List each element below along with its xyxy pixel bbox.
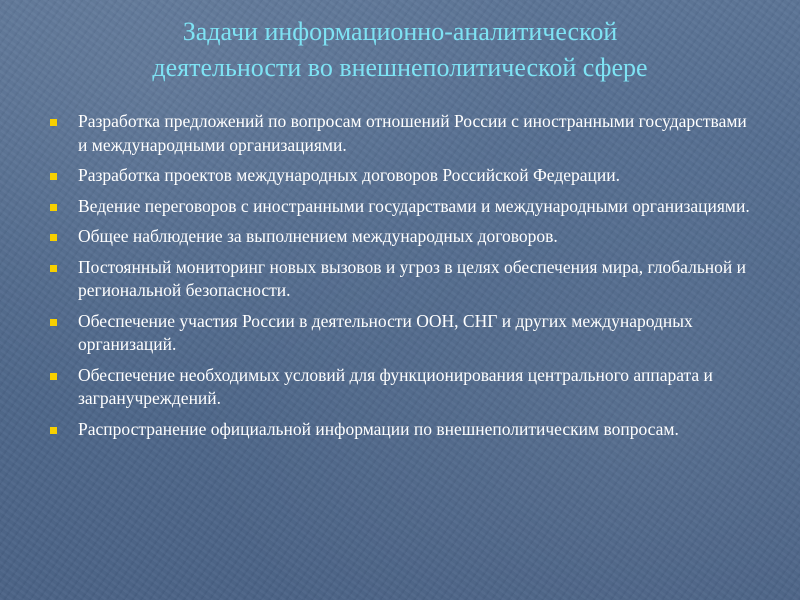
slide-title-line-1: Задачи информационно-аналитической xyxy=(182,17,618,46)
square-bullet-icon xyxy=(50,119,57,126)
bullet-item xyxy=(50,164,760,188)
bullet-item xyxy=(50,195,760,219)
square-bullet-icon xyxy=(50,373,57,380)
bullet-item xyxy=(50,110,760,157)
bullet-text: Ведение переговоров с иностранными государствами и международными организациями. xyxy=(78,195,750,216)
square-bullet-icon xyxy=(50,265,57,272)
bullet-text: Общее наблюдение за выполнением международных договоров. xyxy=(78,226,558,246)
square-bullet-icon xyxy=(50,173,57,180)
bullet-text: Обеспечение необходимых условий для функционирования центрального аппарата и загранучреждений. xyxy=(78,364,713,408)
bullet-item xyxy=(50,418,760,442)
bullet-item xyxy=(50,310,760,357)
square-bullet-icon xyxy=(50,427,57,434)
slide-title-line-2: деятельности во внешнеполитической сфере xyxy=(152,53,648,82)
bullet-text: Обеспечение участия России в деятельности ООН, СНГ и других международных организаций. xyxy=(78,310,693,354)
slide-title xyxy=(40,14,760,86)
square-bullet-icon xyxy=(50,234,57,241)
bullet-item xyxy=(50,256,760,303)
bullet-text: Распространение официальной информации по внешнеполитическим вопросам. xyxy=(78,418,679,439)
square-bullet-icon xyxy=(50,204,57,211)
square-bullet-icon xyxy=(50,319,57,326)
bullet-item xyxy=(50,225,760,249)
bullet-text: Разработка предложений по вопросам отношений России с иностранными государствами и международными организациями. xyxy=(78,111,747,155)
bullet-text: Постоянный мониторинг новых вызовов и угроз в целях обеспечения мира, глобальной и региональной безопасности. xyxy=(78,256,747,300)
bullet-item xyxy=(50,364,760,411)
bullet-list xyxy=(50,110,760,448)
bullet-text: Разработка проектов международных договоров Российской Федерации. xyxy=(78,165,620,185)
